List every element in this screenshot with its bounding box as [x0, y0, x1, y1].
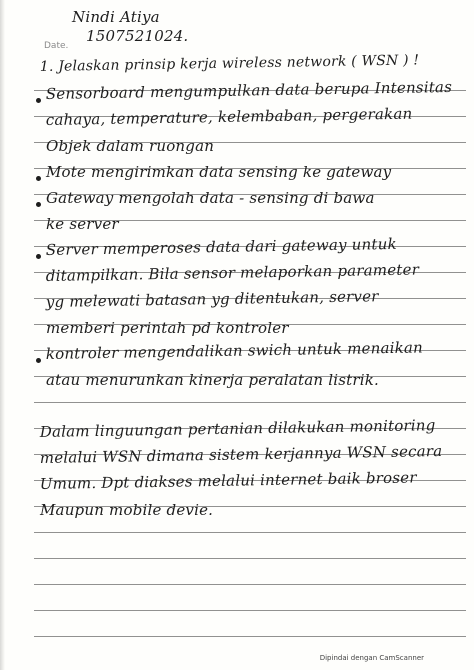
answer-line: Server memperoses data dari gateway untuk	[45, 234, 397, 259]
answer-line: memberi perintah pd kontroler	[46, 319, 289, 337]
answer-line: ditampilkan. Bila sensor melaporkan parameter	[45, 260, 420, 285]
paragraph-line: Umum. Dpt diakses melalui internet baik broser	[39, 468, 417, 493]
answer-line: Sensorboard mengumpulkan data berupa Intensitas	[45, 77, 453, 103]
answer-line: ke server	[46, 215, 119, 233]
bullet-dot	[36, 176, 41, 181]
answer-line: Objek dalam ruongan	[46, 137, 215, 155]
bullet-dot	[36, 98, 41, 103]
student-name: Nindi Atiya	[72, 8, 160, 26]
bullet-dot	[36, 202, 41, 207]
ruled-line	[34, 402, 466, 403]
ruled-line	[34, 584, 466, 585]
answer-line: kontroler mengendalikan swich untuk menaikan	[45, 338, 424, 363]
paragraph-line: Maupun mobile devie.	[40, 501, 214, 519]
ruled-line	[34, 610, 466, 611]
date-label: Date.	[44, 41, 69, 51]
ruled-line	[34, 532, 466, 533]
bullet-dot	[36, 254, 41, 259]
scanner-watermark: Dipindai dengan CamScanner	[319, 654, 424, 662]
answer-line: cahaya, temperature, kelembaban, pergerakan	[45, 104, 413, 129]
ruled-line	[34, 636, 466, 637]
bullet-dot	[36, 358, 41, 363]
page-edge-shadow	[0, 0, 5, 670]
paragraph-line: melalui WSN dimana sistem kerjannya WSN secara	[39, 441, 443, 467]
answer-line: Gateway mengolah data - sensing di bawa	[46, 189, 375, 207]
answer-line: yg melewati batasan yg ditentukan, server	[45, 287, 379, 311]
ruled-line	[34, 558, 466, 559]
answer-line: Mote mengirimkan data sensing ke gateway	[46, 163, 392, 181]
paragraph-line: Dalam linguungan pertanian dilakukan monitoring	[39, 416, 436, 441]
answer-line: atau menurunkan kinerja peralatan listrik.	[46, 371, 379, 389]
question-text: 1. Jelaskan prinsip kerja wireless network ( WSN ) !	[39, 52, 420, 75]
student-id: 1507521024.	[86, 27, 189, 45]
